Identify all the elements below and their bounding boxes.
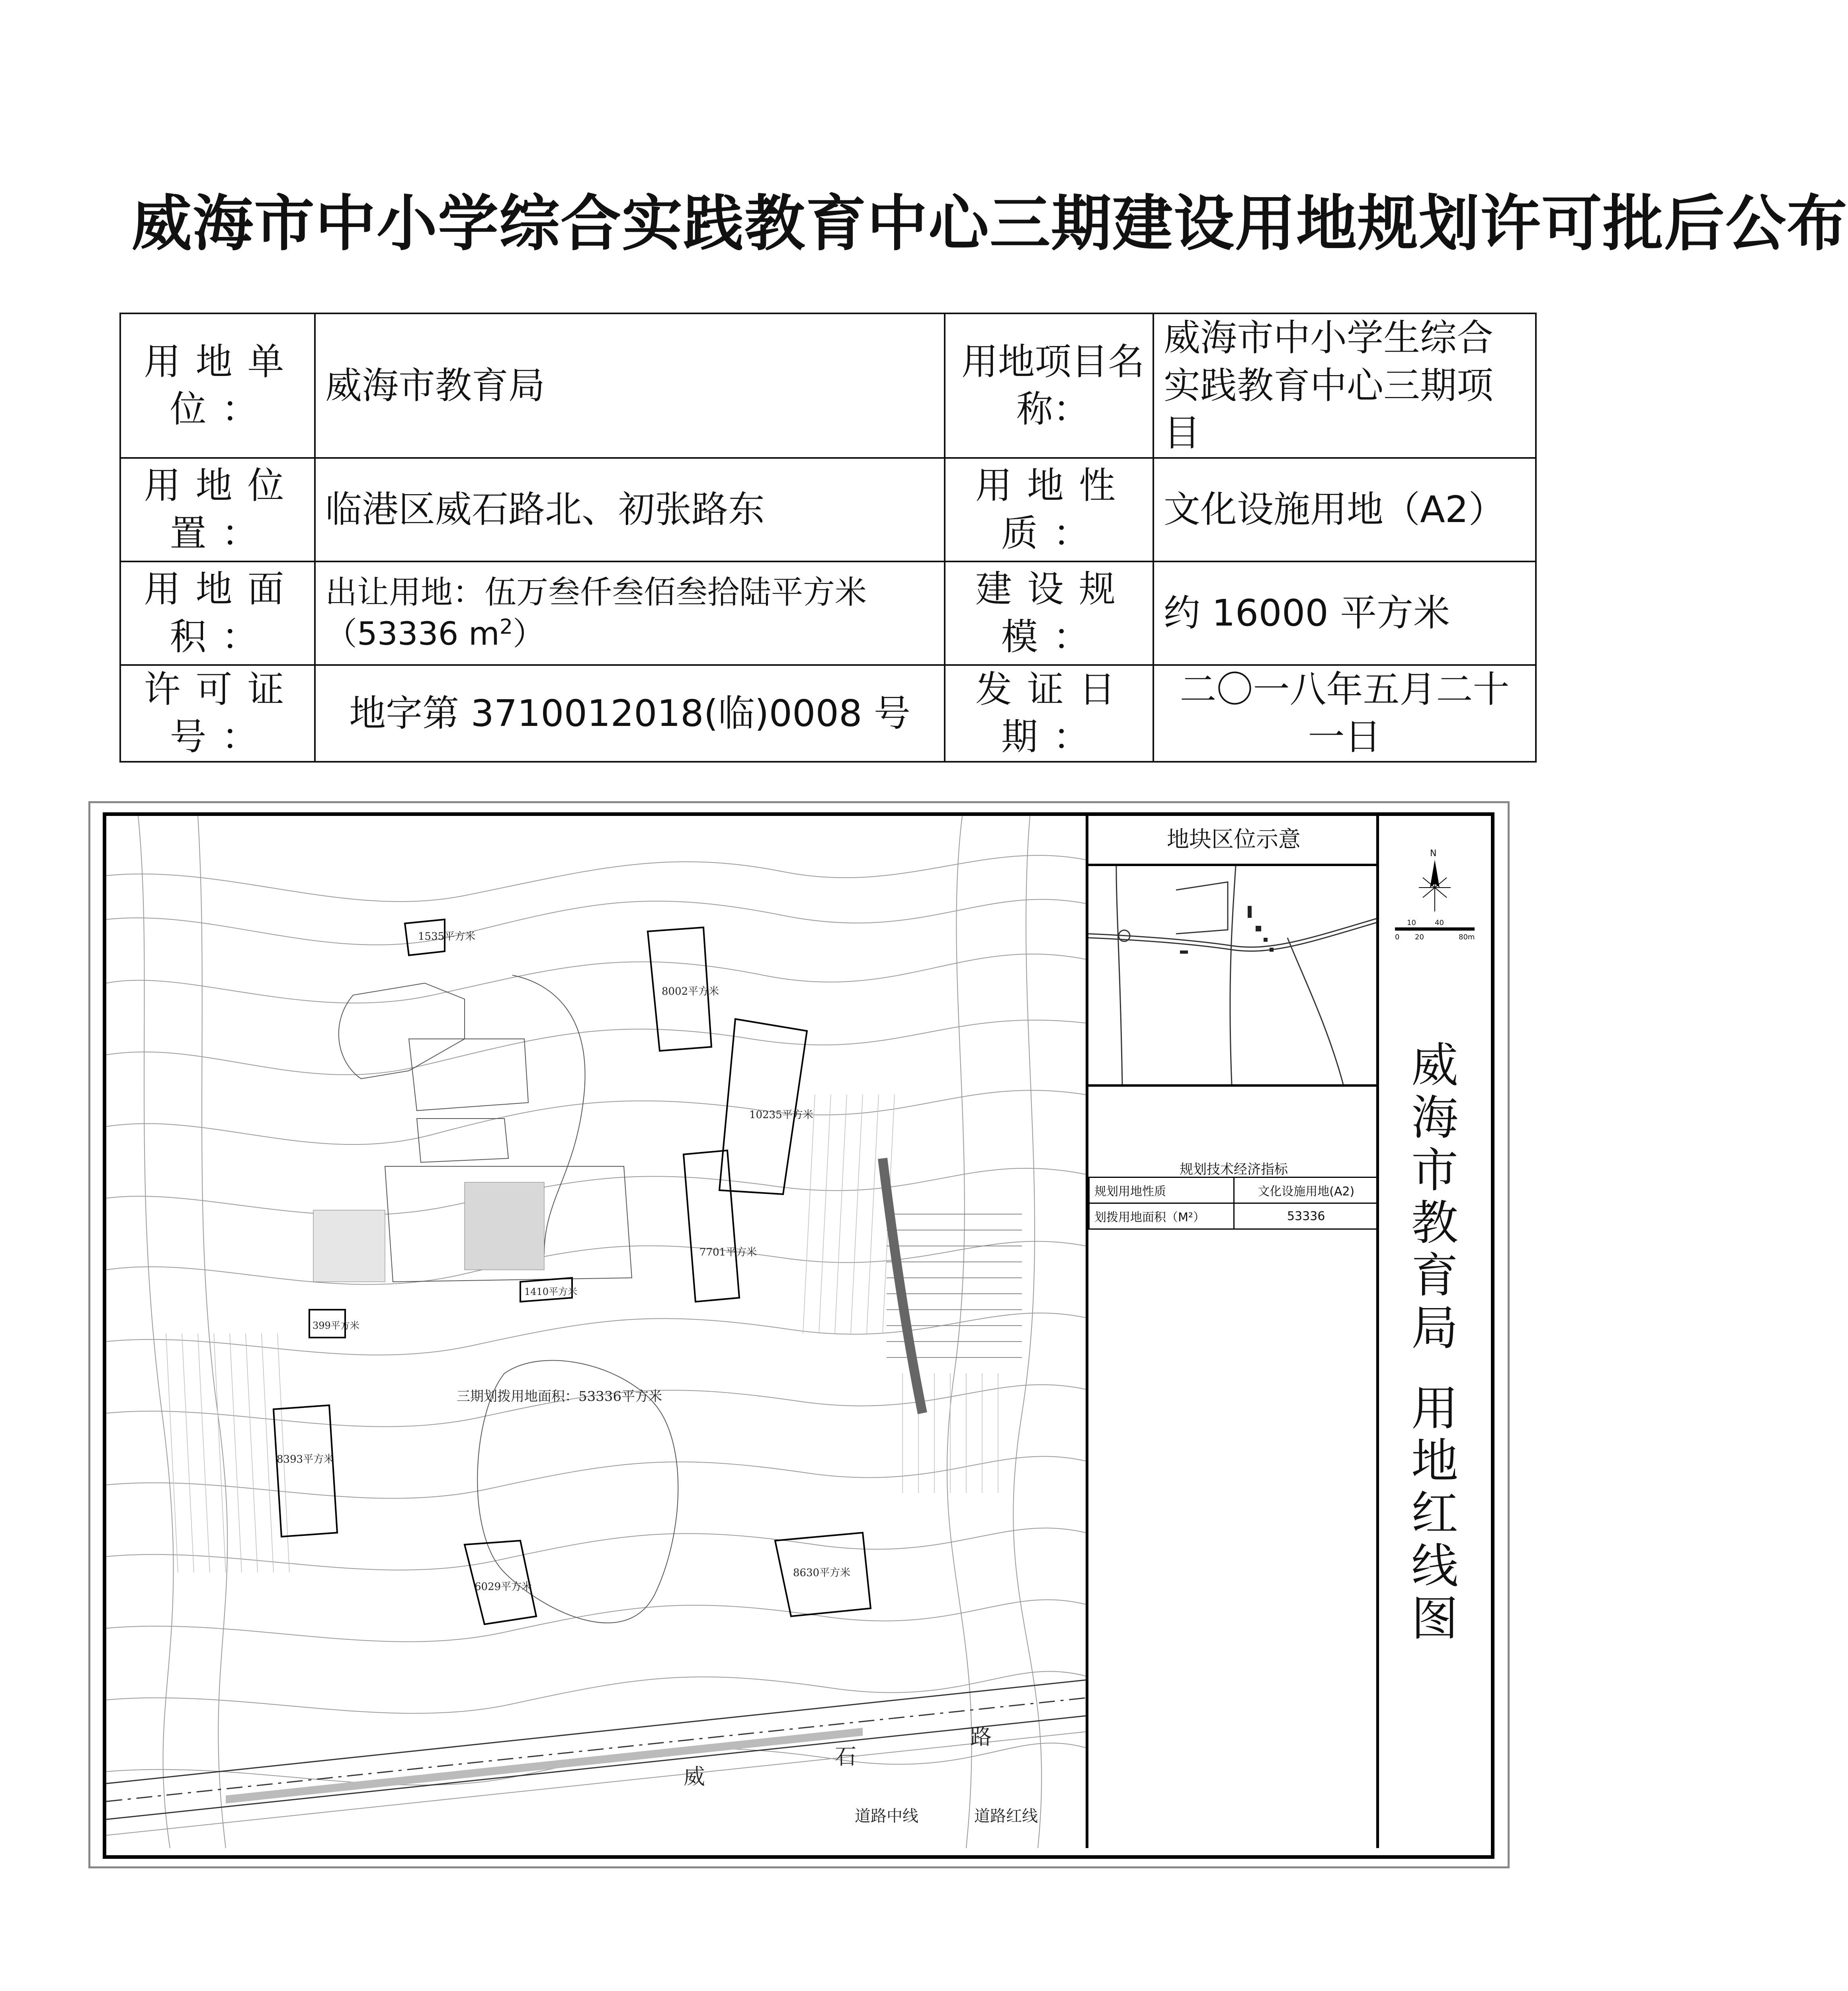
parcel-label-8: 6029平方米 [475, 1581, 532, 1593]
locator-map-drawing [1088, 866, 1379, 1084]
vertical-title-char: 教 [1411, 1195, 1458, 1250]
vertical-title-char: 威 [1411, 1038, 1458, 1093]
scale-tick-80m: 80m [1459, 933, 1475, 941]
scale-value: 约 16000 平方米 [1153, 561, 1536, 665]
parcel-label-5: 1410平方米 [524, 1286, 578, 1297]
location-label: 用地位置： [120, 458, 315, 561]
project-value: 威海市中小学生综合实践教育中心三期项目 [1153, 313, 1536, 458]
locator-map [1088, 866, 1379, 1087]
parcel-label-7: 8393平方米 [277, 1453, 334, 1465]
vertical-title-char: 线 [1411, 1539, 1458, 1594]
road-char-2: 石 [835, 1744, 856, 1769]
scale-tick-0: 0 [1395, 933, 1400, 941]
vertical-title-char: 育 [1411, 1248, 1458, 1303]
area-value: 出让用地：伍万叁仟叁佰叁拾陆平方米（53336 m [325, 573, 867, 652]
location-value: 临港区威石路北、初张路东 [315, 458, 945, 561]
vertical-title-char: 用 [1411, 1381, 1458, 1436]
nature-value: 文化设施用地（A2） [1153, 458, 1536, 561]
unit-value: 威海市教育局 [315, 313, 945, 458]
parcel-label-6: 399平方米 [313, 1320, 359, 1331]
vertical-title-char: 地 [1411, 1434, 1458, 1488]
unit-label: 用地单位： [120, 313, 315, 458]
locator-title: 地块区位示意 [1088, 816, 1379, 866]
parcel-label-3: 10235平方米 [749, 1109, 813, 1121]
info-table [119, 313, 1537, 763]
tech-row-1-value: 文化设施用地(A2) [1234, 1177, 1379, 1203]
campus-outline [339, 975, 678, 1623]
site-plan-drawing [106, 816, 1086, 1848]
vertical-title-char: 局 [1411, 1301, 1458, 1355]
tech-indicators-title: 规划技术经济指标 [1180, 1162, 1288, 1177]
tech-indicators-table [1088, 1177, 1379, 1230]
scale-bar [1395, 927, 1475, 931]
tech-row-1-name: 规划用地性质 [1089, 1177, 1234, 1203]
tech-row-2-value: 53336 [1234, 1203, 1379, 1229]
hatched-areas [313, 1158, 922, 1413]
parcel-label-2: 8002平方米 [662, 986, 719, 997]
table-row [1089, 1203, 1379, 1229]
site-plan-map [106, 816, 1086, 1848]
vertical-title-char: 海 [1411, 1090, 1458, 1145]
nature-label: 用地性质： [945, 458, 1153, 561]
parcel-label-9: 8630平方米 [793, 1567, 851, 1579]
vertical-title-char: 图 [1411, 1591, 1458, 1646]
vertical-title [1403, 1039, 1467, 1645]
table-row [1089, 1177, 1379, 1203]
vertical-title-char: 红 [1411, 1486, 1458, 1541]
road-redline-label: 道路红线 [974, 1807, 1038, 1825]
north-label: N [1430, 849, 1437, 859]
area-unit-superscript: 2 [499, 615, 513, 639]
page-title: 威海市中小学综合实践教育中心三期建设用地规划许可批后公布 [131, 188, 1848, 259]
tech-row-2-name: 划拨用地面积（M²） [1089, 1203, 1234, 1229]
north-arrow-compass [1395, 849, 1475, 951]
vertical-title-char: 市 [1411, 1143, 1458, 1198]
north-arrow-icon [1395, 856, 1475, 919]
permit-value: 地字第 3710012018(临)0008 号 [315, 665, 945, 762]
road-char-3: 路 [970, 1724, 992, 1749]
scale-label: 建设规模： [945, 561, 1153, 665]
scale-tick-10: 10 [1407, 919, 1416, 927]
permit-label: 许可证号： [120, 665, 315, 762]
right-info-panel [1086, 816, 1379, 1848]
area-close: ） [512, 615, 545, 652]
date-value: 二〇一八年五月二十一日 [1153, 665, 1536, 762]
vertical-title-panel [1376, 816, 1490, 1848]
road-centerline-label: 道路中线 [855, 1807, 918, 1825]
total-area-label: 三期划拨用地面积：53336平方米 [457, 1389, 662, 1404]
scale-tick-20: 20 [1415, 933, 1424, 941]
terrain-contours [106, 816, 1086, 1848]
area-value-cell [315, 561, 945, 665]
project-label: 用地项目名称： [945, 313, 1153, 458]
date-label: 发证日期： [945, 665, 1153, 762]
area-label: 用地面积： [120, 561, 315, 665]
parcel-label-4: 7701平方米 [699, 1246, 757, 1258]
road-char-1: 威 [684, 1764, 705, 1789]
parcel-label-1: 1535平方米 [418, 931, 476, 943]
scale-tick-40: 40 [1435, 919, 1444, 927]
